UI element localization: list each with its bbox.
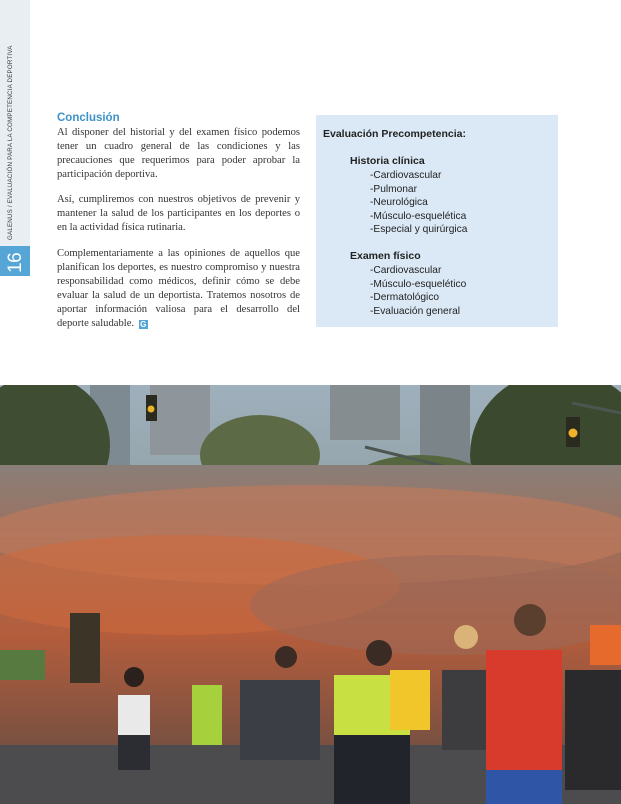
paragraph: Así, cumpliremos con nuestros objetivos de prevenir y mantener la salud de los participantes en los deportes o en la actividad física rutinaria. — [57, 194, 300, 233]
group-list — [370, 264, 466, 318]
sidebox-title: Evaluación Precompetencia: — [323, 128, 466, 140]
side-strip — [0, 0, 30, 276]
paragraph: Al disponer del historial y del examen físico podemos tener un cuadro general de las condiciones y las precauciones que requerimos para poder aprobar la participación deportiva. — [57, 127, 300, 180]
page-number: 16 — [5, 252, 26, 273]
page-number-box — [0, 246, 30, 276]
list-item: -Evaluación general — [370, 305, 461, 317]
group-title: Historia clínica — [350, 155, 425, 167]
list-item: -Músculo-esquelética — [370, 210, 467, 222]
list-item: -Cardiovascular — [370, 170, 442, 181]
group-title: Examen físico — [350, 250, 421, 262]
list-item: -Especial y quirúrgica — [370, 224, 468, 235]
paragraph-last — [57, 247, 300, 331]
group-list — [370, 169, 467, 237]
sidebox — [316, 115, 558, 327]
list-item: -Dermatológico — [370, 292, 440, 303]
section-heading: Conclusión — [57, 112, 120, 124]
marathon-photo — [0, 385, 621, 804]
end-mark-icon: G — [140, 320, 147, 329]
list-item: -Músculo-esquelético — [370, 278, 467, 290]
paragraph-text: Complementariamente a las opiniones de aquellos que planifican los deportes, es nuestro compromiso y nuestra responsabilidad como médicos, definir cómo se debe evaluar la salud de un deportista. Tratemos nosotros de aportar información valiosa para el desarrollo del deporte saludable. — [57, 248, 300, 329]
running-header: GALENUS / EVALUACIÓN PARA LA COMPETENCIA DEPORTIVA — [7, 45, 14, 240]
list-item: -Neurológica — [370, 197, 428, 208]
list-item: -Pulmonar — [370, 183, 417, 195]
list-item: -Cardiovascular — [370, 265, 442, 276]
